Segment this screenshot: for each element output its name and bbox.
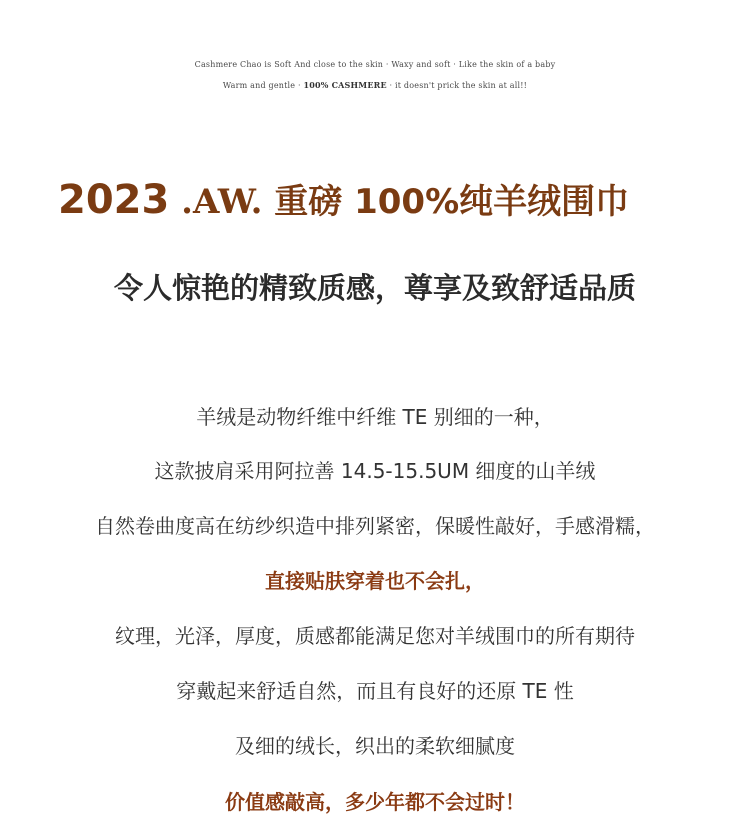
title-product: 重磅 100%纯羊绒围巾 <box>262 182 630 222</box>
title-season: .AW. <box>169 182 263 222</box>
body-line-3: 自然卷曲度高在纺纱织造中排列紧密，保暖性敲好，手感滑糯， <box>95 514 655 538</box>
body-line-4-highlight: 直接贴肤穿着也不会扎， <box>265 569 485 593</box>
page-title <box>58 172 738 230</box>
body-line-7: 及细的绒长，织出的柔软细腻度 <box>235 734 515 758</box>
tagline-cashmere-badge: 100% CASHMERE <box>303 80 387 90</box>
body-line-6: 穿戴起来舒适自然，而且有良好的还原 TE 性 <box>176 679 574 703</box>
tagline-line-2 <box>0 80 750 90</box>
body-line-8-highlight: 价值感敲高，多少年都不会过时！ <box>225 790 525 814</box>
body-line-2: 这款披肩采用阿拉善 14.5-15.5UM 细度的山羊绒 <box>154 459 596 483</box>
tagline-line-2-end: · it doesn't prick the skin at all!! <box>386 81 528 90</box>
tagline-line-2-start: Warm and gentle · <box>222 81 304 90</box>
page-subtitle: 令人惊艳的精致质感，尊享及致舒适品质 <box>113 271 636 305</box>
body-line-5: 纹理，光泽，厚度，质感都能满足您对羊绒围巾的所有期待 <box>115 624 635 648</box>
tagline-line-1: Cashmere Chao is Soft And close to the skin · Waxy and soft · Like the skin of a baby <box>194 60 556 69</box>
title-year: 2023 <box>58 177 170 223</box>
body-line-1: 羊绒是动物纤维中纤维 TE 别细的一种， <box>196 405 554 429</box>
